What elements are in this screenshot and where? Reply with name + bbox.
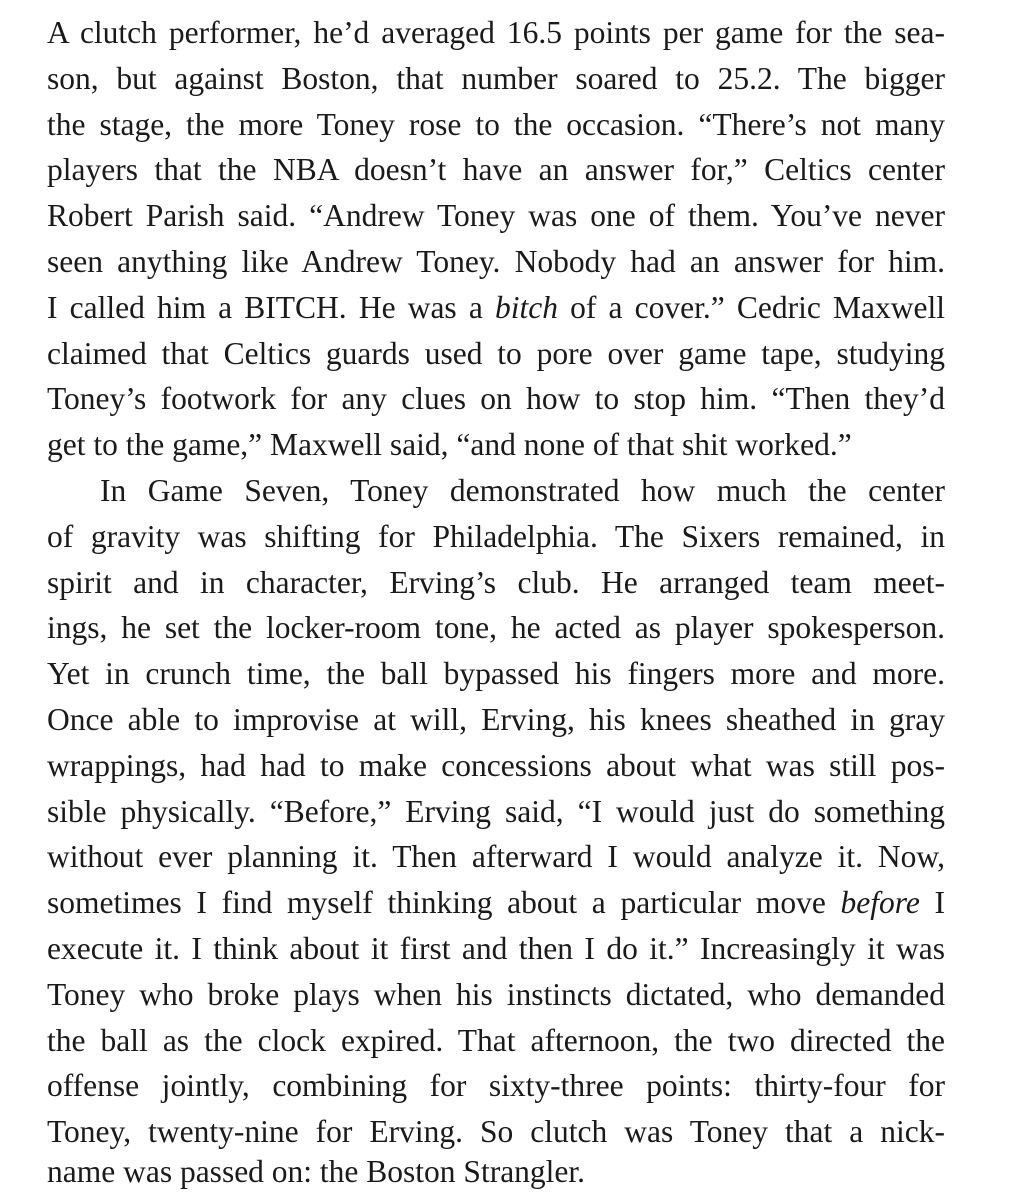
text-line: seen anything like Andrew Toney. Nobody had an answer for him.	[47, 244, 945, 279]
text-line	[47, 880, 945, 926]
text-line: Toney who broke plays when his instincts dictated, who demanded	[47, 976, 945, 1012]
text-line: the stage, the more Toney rose to the occasion. “There’s not many	[47, 106, 945, 142]
text-line: wrappings, had had to make concessions about what was still pos-	[47, 747, 945, 783]
text-segment: sometimes I find myself thinking about a particular move	[47, 885, 841, 921]
text-line: Robert Parish said. “Andrew Toney was one of them. You’ve never	[47, 198, 945, 234]
text-line: Once able to improvise at will, Erving, his knees sheathed in gray	[47, 702, 945, 737]
text-line: get to the game,” Maxwell said, “and none of that shit worked.”	[47, 427, 852, 463]
text-segment: I called him a BITCH. He was a	[47, 289, 495, 325]
text-line: son, but against Boston, that number soared to 25.2. The bigger	[47, 60, 945, 96]
italic-emphasis: bitch	[495, 289, 558, 325]
text-line: Toney’s footwork for any clues on how to stop him. “Then they’d	[47, 381, 945, 417]
text-line: claimed that Celtics guards used to pore over game tape, studying	[47, 335, 945, 371]
book-page	[47, 10, 945, 1195]
text-line: sible physically. “Before,” Erving said, “I would just do something	[47, 793, 945, 829]
text-line: In Game Seven, Toney demonstrated how much the center	[100, 473, 945, 508]
text-line: Toney, twenty-nine for Erving. So clutch was Toney that a nick-	[47, 1114, 945, 1150]
text-line	[47, 285, 945, 331]
text-line: offense jointly, combining for sixty-three points: thirty-four for	[47, 1068, 945, 1104]
text-line: spirit and in character, Erving’s club. He arranged team meet-	[47, 564, 945, 600]
text-line: A clutch performer, he’d averaged 16.5 points per game for the sea-	[47, 15, 945, 50]
text-line: execute it. I think about it first and then I do it.” Increasingly it was	[47, 931, 945, 966]
text-line: name was passed on: the Boston Strangler.	[47, 1154, 586, 1189]
text-segment: of a cover.” Cedric Maxwell	[558, 289, 945, 325]
text-line: of gravity was shifting for Philadelphia. The Sixers remained, in	[47, 518, 945, 554]
text-line: ings, he set the locker-room tone, he acted as player spokesperson.	[47, 610, 945, 646]
text-line: the ball as the clock expired. That afternoon, the two directed the	[47, 1022, 945, 1058]
text-line: without ever planning it. Then afterward I would analyze it. Now,	[47, 839, 945, 875]
text-line: Yet in crunch time, the ball bypassed his fingers more and more.	[47, 656, 945, 692]
italic-emphasis: before	[840, 885, 920, 921]
text-line: players that the NBA doesn’t have an answer for,” Celtics center	[47, 152, 945, 188]
text-segment: I	[919, 885, 945, 921]
